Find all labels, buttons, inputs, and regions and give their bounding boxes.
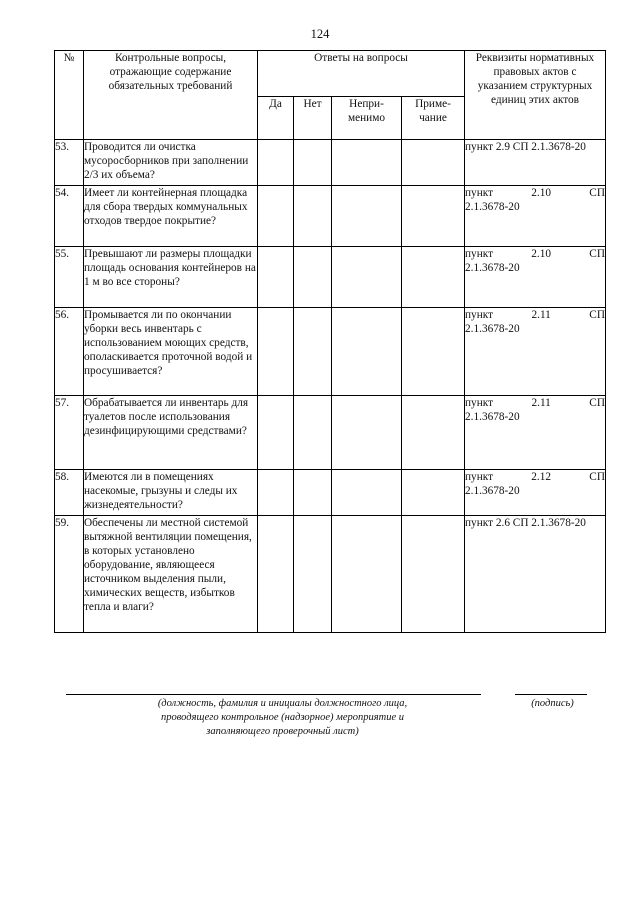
requisite-line-1: пункт 2.11 СП xyxy=(465,309,605,321)
question-cell: Обеспечены ли местной системой вытяжной вентиляции помещения, в которых установлено оборудование, являющееся источником выделения пыли, химических веществ, избытков тепла и влаги? xyxy=(84,516,258,633)
official-signature-line xyxy=(66,694,481,695)
answer-yes-cell[interactable] xyxy=(258,516,294,633)
answer-yes-cell[interactable] xyxy=(258,186,294,247)
answer-no-cell[interactable] xyxy=(294,470,332,516)
requisite-line-1: пункт 2.12 СП xyxy=(465,471,605,483)
table-row xyxy=(55,470,606,516)
answer-note-cell[interactable] xyxy=(402,186,465,247)
answer-not-applicable-cell[interactable] xyxy=(332,308,402,396)
answer-not-applicable-cell[interactable] xyxy=(332,140,402,186)
table-row xyxy=(55,140,606,186)
answer-not-applicable-cell[interactable] xyxy=(332,470,402,516)
answer-no-cell[interactable] xyxy=(294,396,332,470)
answer-note-cell[interactable] xyxy=(402,140,465,186)
requisite-line-1: пункт 2.10 СП xyxy=(465,187,605,199)
requisite-line-2: 2.1.3678-20 xyxy=(465,201,520,213)
requisite-line-2: 2.1.3678-20 xyxy=(465,485,520,497)
table-row xyxy=(55,247,606,308)
row-number: 54. xyxy=(55,186,84,247)
answer-note-cell[interactable] xyxy=(402,516,465,633)
signature-caption: (подпись) xyxy=(531,698,574,709)
answer-not-applicable-cell[interactable] xyxy=(332,396,402,470)
official-caption: (должность, фамилия и инициалы должностного лица, проводящего контрольное (надзорное) мероприятие и заполняющего проверочный лист) xyxy=(157,698,408,737)
requisite-cell xyxy=(465,470,606,516)
requisite-line-1: пункт 2.10 СП xyxy=(465,248,605,260)
header-requisites: Реквизиты нормативных правовых актов с указанием структурных единиц этих актов xyxy=(465,51,606,140)
question-cell: Имеются ли в помещениях насекомые, грызуны и следы их жизнедеятельности? xyxy=(84,470,258,516)
answer-yes-cell[interactable] xyxy=(258,396,294,470)
header-no: Нет xyxy=(294,96,332,139)
question-cell: Проводится ли очистка мусоросборников при заполнении 2/3 их объема? xyxy=(84,140,258,186)
answer-yes-cell[interactable] xyxy=(258,470,294,516)
header-note: Приме-чание xyxy=(402,96,465,139)
answer-note-cell[interactable] xyxy=(402,396,465,470)
requisite-line-1: пункт 2.9 СП 2.1.3678-20 xyxy=(465,141,586,153)
answer-no-cell[interactable] xyxy=(294,516,332,633)
requisite-line-2: 2.1.3678-20 xyxy=(465,262,520,274)
requisite-cell xyxy=(465,396,606,470)
table-row xyxy=(55,186,606,247)
answer-note-cell[interactable] xyxy=(402,308,465,396)
row-number: 55. xyxy=(55,247,84,308)
requisite-cell xyxy=(465,186,606,247)
requisite-line-1: пункт 2.11 СП xyxy=(465,397,605,409)
answer-no-cell[interactable] xyxy=(294,186,332,247)
question-cell: Имеет ли контейнерная площадка для сбора твердых коммунальных отходов твердое покрытие? xyxy=(84,186,258,247)
table-row xyxy=(55,308,606,396)
question-cell: Превышают ли размеры площадки площадь основания контейнеров на 1 м во все стороны? xyxy=(84,247,258,308)
row-number: 57. xyxy=(55,396,84,470)
header-yes: Да xyxy=(258,96,294,139)
answer-note-cell[interactable] xyxy=(402,470,465,516)
answer-no-cell[interactable] xyxy=(294,247,332,308)
header-row xyxy=(55,51,606,97)
header-not-applicable: Непри-менимо xyxy=(332,96,402,139)
table-row xyxy=(55,516,606,633)
requisite-cell xyxy=(465,308,606,396)
signature-line xyxy=(515,694,587,695)
requisite-line-2: 2.1.3678-20 xyxy=(465,411,520,423)
header-questions: Контрольные вопросы, отражающие содержание обязательных требований xyxy=(84,51,258,140)
answer-yes-cell[interactable] xyxy=(258,140,294,186)
requisite-cell xyxy=(465,247,606,308)
answer-no-cell[interactable] xyxy=(294,140,332,186)
answer-not-applicable-cell[interactable] xyxy=(332,186,402,247)
answer-not-applicable-cell[interactable] xyxy=(332,516,402,633)
answer-not-applicable-cell[interactable] xyxy=(332,247,402,308)
row-number: 58. xyxy=(55,470,84,516)
header-num: № xyxy=(55,51,84,140)
header-answers: Ответы на вопросы xyxy=(258,51,465,97)
requisite-line-1: пункт 2.6 СП 2.1.3678-20 xyxy=(465,517,586,529)
answer-note-cell[interactable] xyxy=(402,247,465,308)
table-row xyxy=(55,396,606,470)
requisite-line-2: 2.1.3678-20 xyxy=(465,323,520,335)
answer-yes-cell[interactable] xyxy=(258,247,294,308)
row-number: 59. xyxy=(55,516,84,633)
row-number: 53. xyxy=(55,140,84,186)
row-number: 56. xyxy=(55,308,84,396)
answer-no-cell[interactable] xyxy=(294,308,332,396)
answer-yes-cell[interactable] xyxy=(258,308,294,396)
requisite-cell xyxy=(465,516,606,633)
question-cell: Промывается ли по окончании уборки весь инвентарь с использованием моющих средств, ополаскивается проточной водой и просушивается? xyxy=(84,308,258,396)
page-number: 124 xyxy=(310,27,330,41)
question-cell: Обрабатывается ли инвентарь для туалетов после использования дезинфицирующими средствами? xyxy=(84,396,258,470)
requisite-cell xyxy=(465,140,606,186)
checklist-table xyxy=(54,50,606,633)
